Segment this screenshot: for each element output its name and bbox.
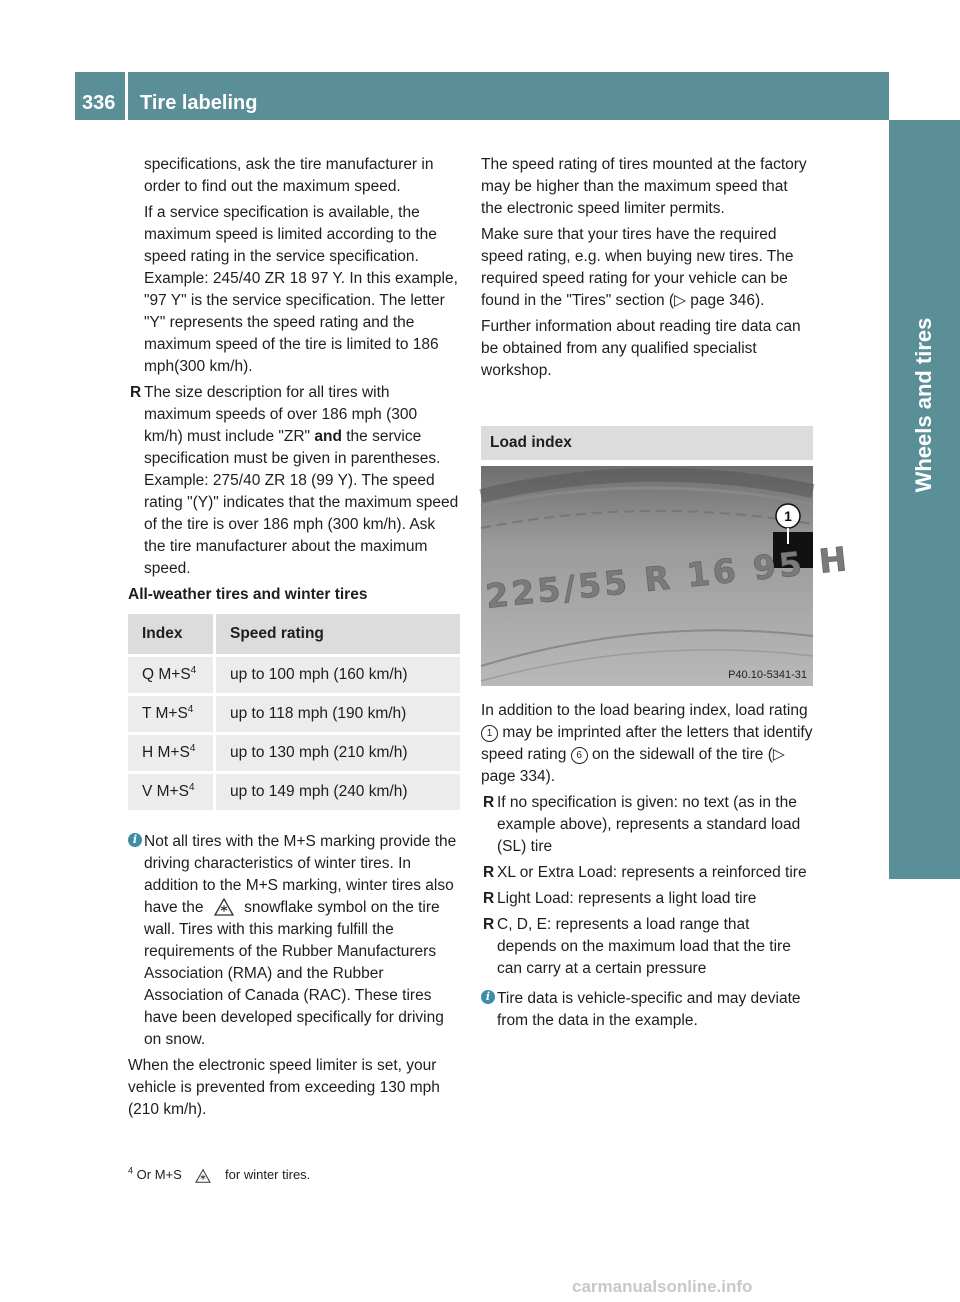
bullet-item [481,862,813,884]
bullet-text: C, D, E: represents a load range that depends on the maximum load that the tire can carry at a certain pressure [497,916,791,977]
left-column [128,154,460,1125]
tire-size-marking: 225/55 R 16 95 H [483,538,852,616]
bullet-item [481,792,813,858]
info-text: snowflake symbol on the tire wall. Tires with this marking fulfill the requirements of the Rubber Manufacturers Association (RMA) and the Rubber Association of Canada (RAC). These tires have been developed specifically for driving on snow. [144,899,444,1048]
table-row [128,656,460,695]
bullet-mark: R [483,890,495,907]
info-text: Tire data is vehicle-specific and may deviate from the data in the example. [497,990,801,1029]
table-cell-index: T $M+S^4$ [128,695,215,734]
table-cell-index: H $M+S^4$ [128,734,215,773]
table-header-row [128,614,460,656]
table-cell-rating: up to 100 mph (160 km/h) [215,656,461,695]
table-cell-index: Q $M+S^4$ [128,656,215,695]
info-icon: i [128,833,142,847]
snowflake-mountain-icon [195,1169,211,1183]
info-note [128,831,460,1051]
header-divider [125,72,128,120]
bullet-text: the service specification must be given in parentheses. Example: 275/40 ZR 18 (99 Y). The speed rating "(Y)" indicates that the maximum speed of the tire is over 186 mph (300 km/h). Ask the tire manufacturer about the maximum speed. [144,428,459,577]
footnote [128,1166,310,1184]
paragraph: The speed rating of tires mounted at the factory may be higher than the maximum speed that the electronic speed limiter permits. [481,156,807,217]
table-cell-rating: up to 149 mph (240 km/h) [215,773,461,812]
bullet-mark: R [483,864,495,881]
snowflake-mountain-icon [214,898,234,916]
paragraph: Further information about reading tire data can be obtained from any qualified specialist workshop. [481,318,801,379]
table-header: Speed rating [215,614,461,656]
bullet-text: If no specification is given: no text (as in the example above), represents a standard load (SL) tire [497,794,801,855]
paragraph: When the electronic speed limiter is set, your vehicle is prevented from exceeding 130 mph (210 km/h). [128,1057,440,1118]
callout-marker: 1 [481,725,498,742]
bullet-item [481,888,813,910]
bullet-item [481,914,813,980]
table-cell-rating: up to 130 mph (210 km/h) [215,734,461,773]
footnote-text: Or M+S [136,1167,182,1182]
page-number: 336 [82,92,116,114]
callout-marker: 6 [571,747,588,764]
table-row [128,734,460,773]
bullet-mark: R [483,916,495,933]
table-row [128,773,460,812]
right-column [481,154,852,1036]
footnote-text: for winter tires. [225,1167,311,1182]
subheading: All-weather tires and winter tires [128,586,368,603]
figure-code: P40.10-5341-31 [728,669,807,681]
table-header: Index [128,614,215,656]
tire-sidewall-image [481,466,852,686]
paragraph: specifications, ask the tire manufacturer in order to find out the maximum speed. [144,156,434,195]
callout-1: 1 [784,508,792,524]
section-title: Tire labeling [140,92,258,114]
info-icon: i [481,990,495,1004]
table-row [128,695,460,734]
bullet-text: The size description for all tires with maximum speeds of over 186 mph (300 km/h) must include "ZR" [144,384,418,445]
bullet-bold-text: and [314,428,342,445]
bullet-item [128,382,460,580]
bullet-text: XL or Extra Load: represents a reinforced tire [497,864,807,881]
bullet-mark: R [483,794,495,811]
info-note [481,988,813,1032]
watermark: carmanualsonline.info [572,1277,753,1296]
load-index-heading: Load index [481,426,813,460]
table-cell-rating: up to 118 mph (190 km/h) [215,695,461,734]
paragraph: In addition to the load bearing index, load rating 1 may be imprinted after the letters that identify speed rating 6 on the sidewall of the tire (▷ page 334). [481,702,813,785]
bullet-mark: R [130,384,142,401]
info-text: Not all tires with the M+S marking provide the driving characteristics of winter tires. In addition to the M+S marking, winter tires also have the [144,833,457,916]
paragraph: If a service specification is available, the maximum speed is limited according to the speed rating in the service specification. Example: 245/40 ZR 18 97 Y. In this example, "97 Y" is the service specification. The letter "Y" represents the speed rating and the maximum speed of the tire is limited to 186 mph(300 km/h). [144,204,458,375]
speed-rating-table [128,614,460,813]
side-tab-label: Wheels and tires [911,317,936,493]
side-tab-square [889,808,960,879]
footnote-marker: 4 [128,1165,134,1176]
tire-illustration [481,466,852,686]
paragraph: Make sure that your tires have the required speed rating, e.g. when buying new tires. The required speed rating for your vehicle can be found in the "Tires" section (▷ page 346). [481,226,794,309]
table-cell-index: V $M+S^4$ [128,773,215,812]
bullet-text: Light Load: represents a light load tire [497,890,757,907]
